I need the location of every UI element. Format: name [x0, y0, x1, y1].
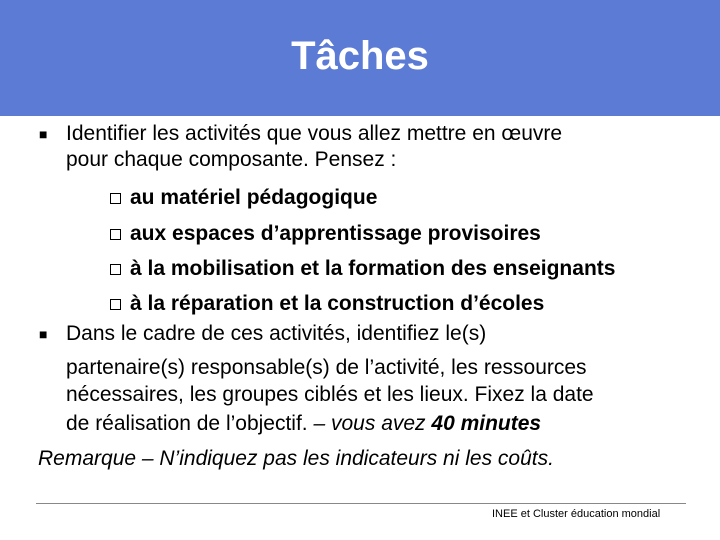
hollow-square-icon — [110, 229, 121, 240]
slide-title: Tâches — [291, 33, 429, 78]
hollow-square-icon — [110, 193, 121, 204]
sub-item-1: au matériel pédagogique — [130, 186, 378, 209]
bullet2-line4-italic: – vous avez — [313, 412, 432, 435]
hollow-square-icon — [110, 264, 121, 275]
hollow-square-icon — [110, 299, 121, 310]
sub-item-2: aux espaces d’apprentissage provisoires — [130, 222, 541, 245]
sub-item-4: à la réparation et la construction d’écoles — [130, 292, 545, 315]
bullet2-line1: Dans le cadre de ces activités, identifiez le(s) — [66, 322, 487, 345]
footer-divider — [36, 503, 686, 504]
bullet1-line1: Identifier les activités que vous allez mettre en œuvre — [66, 122, 563, 145]
square-bullet-icon: ■ — [39, 126, 48, 142]
bullet1-line2: pour chaque composante. Pensez : — [66, 148, 397, 171]
title-bar — [0, 0, 720, 116]
footer-credit: INEE et Cluster éducation mondial — [492, 508, 661, 520]
bullet2-line3: nécessaires, les groupes ciblés et les lieux. Fixez la date — [66, 383, 594, 406]
bullet2-line4 — [66, 411, 541, 437]
sub-item-3: à la mobilisation et la formation des enseignants — [130, 257, 616, 280]
square-bullet-icon: ■ — [39, 326, 48, 342]
bullet2-line4-plain: de réalisation de l’objectif. — [66, 412, 314, 435]
remark: Remarque – N’indiquez pas les indicateurs ni les coûts. — [38, 447, 554, 470]
bullet2-line2: partenaire(s) responsable(s) de l’activité, les ressources — [66, 356, 587, 379]
time-limit: 40 minutes — [431, 412, 542, 435]
